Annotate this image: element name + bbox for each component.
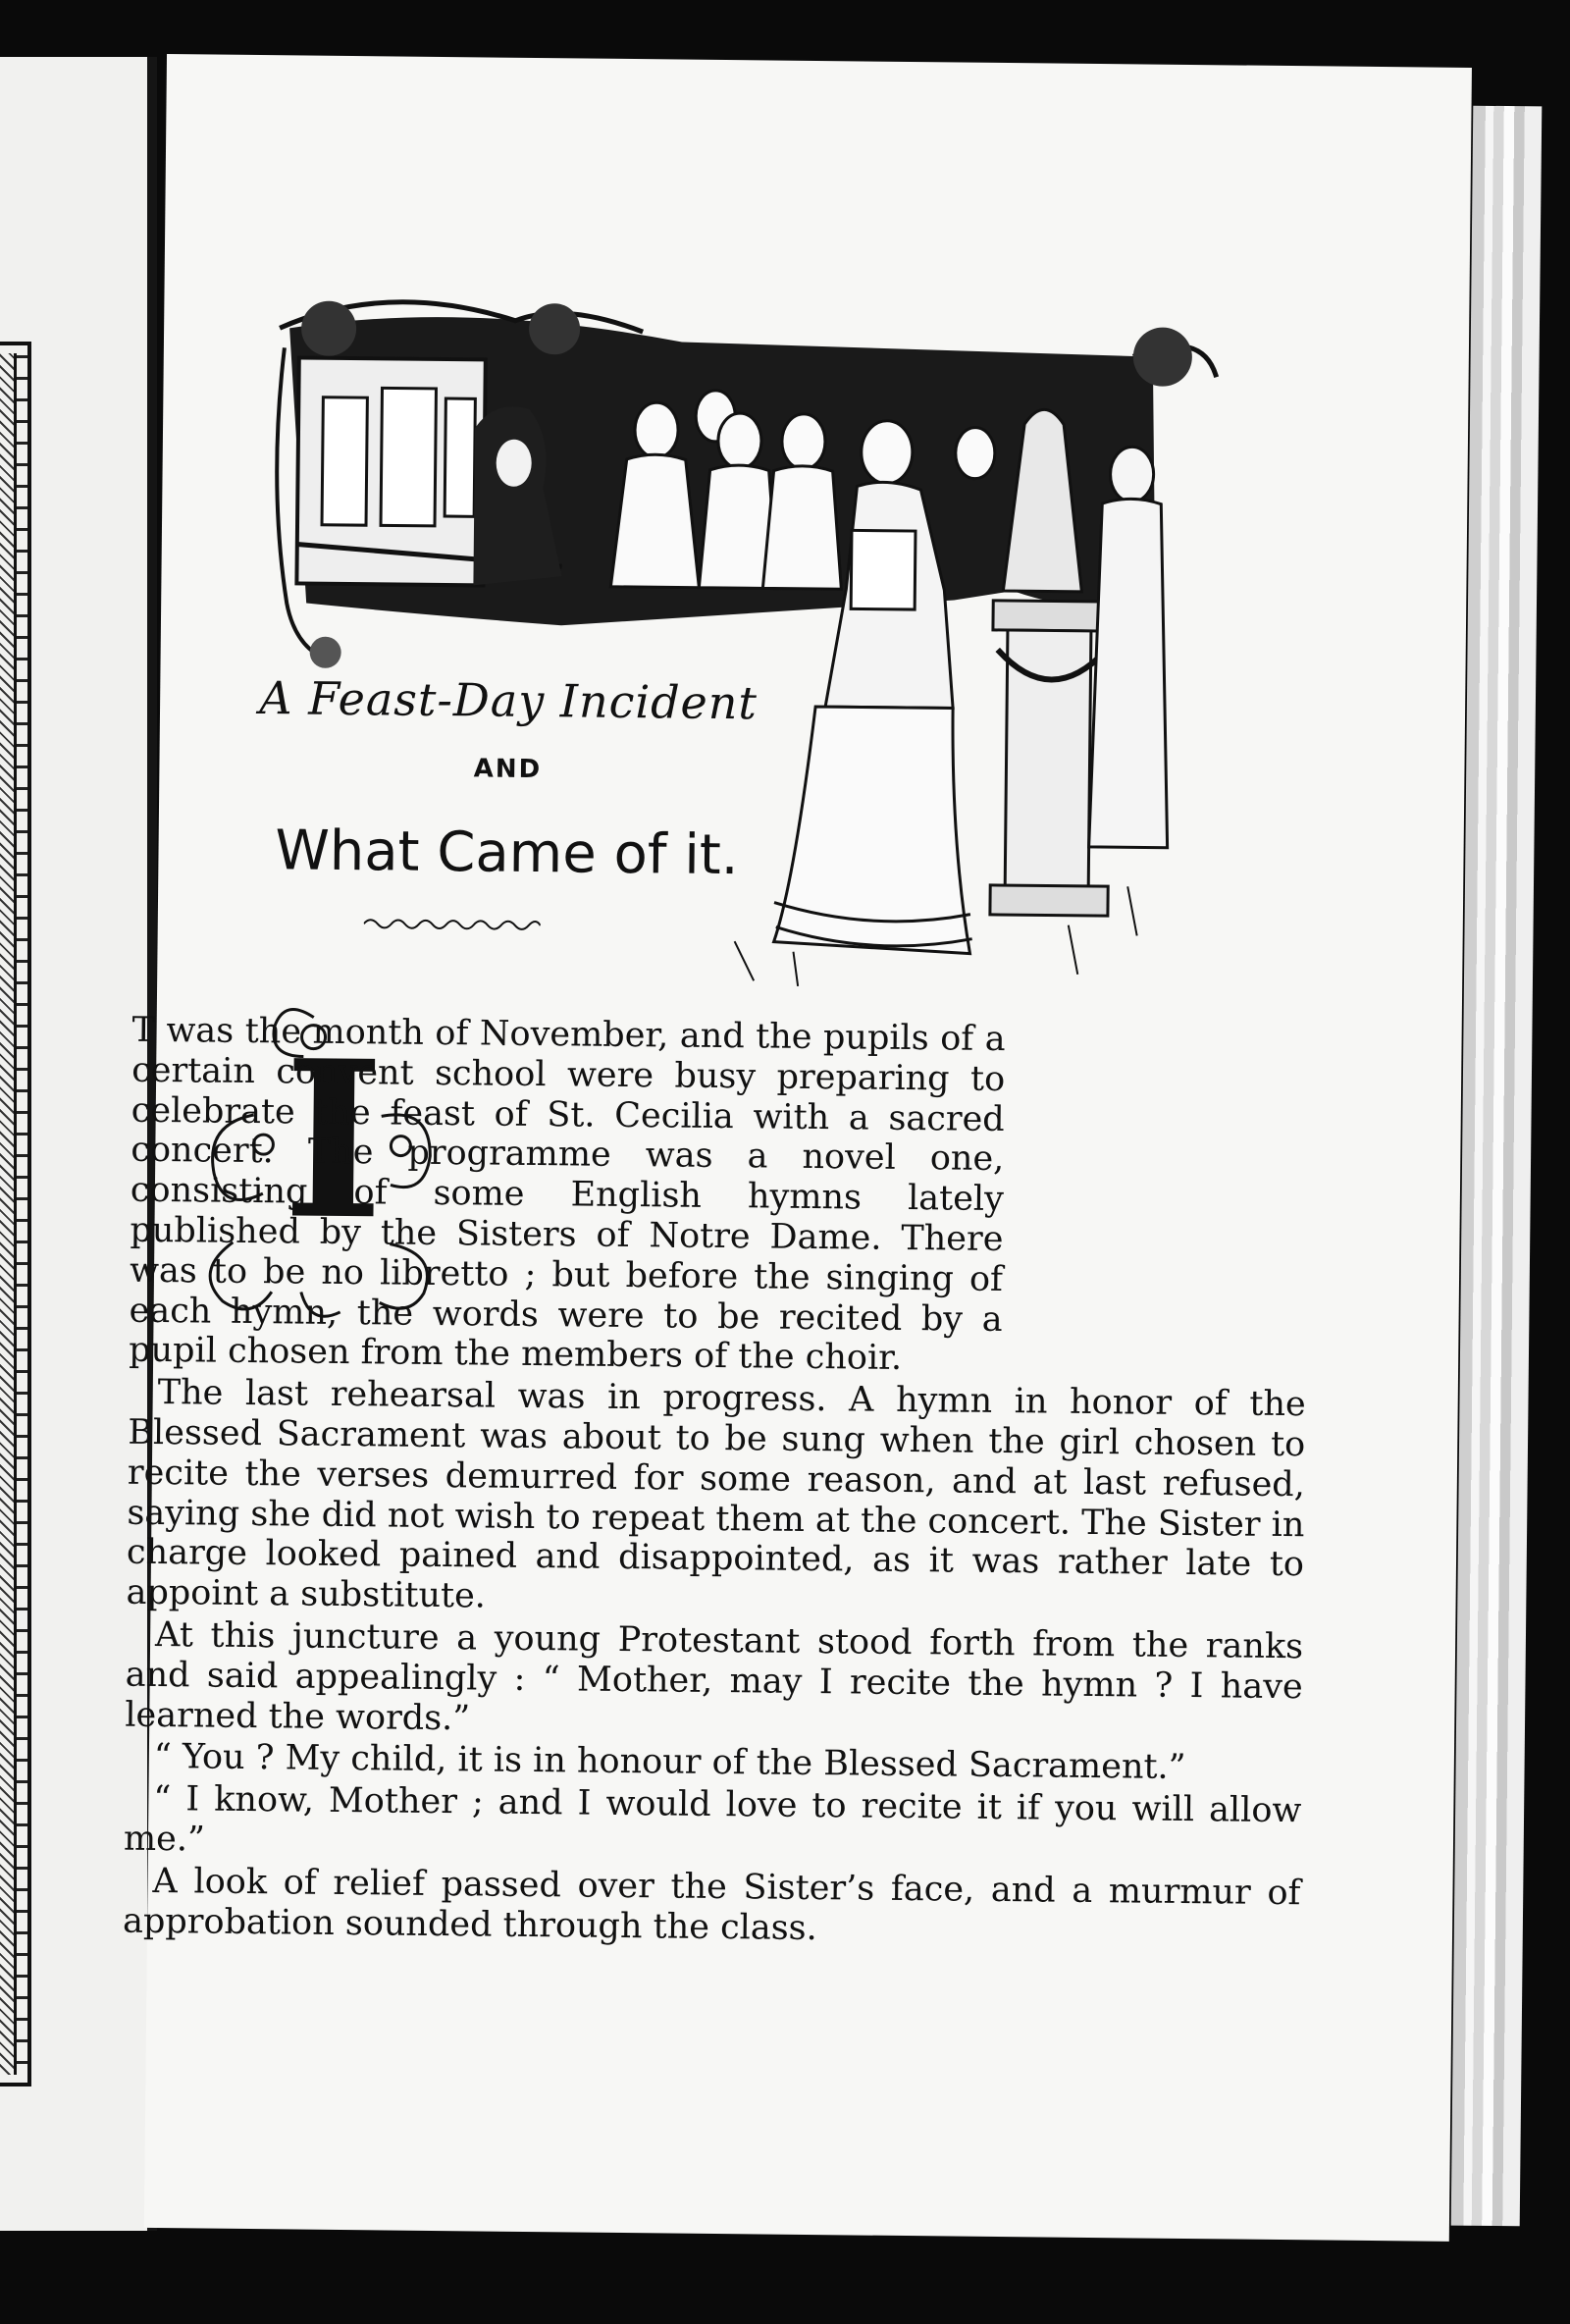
book-page [122,54,1472,2242]
paragraph-rehearsal: The last rehearsal was in progress. A hymn in honor of the Blessed Sacrament was about to be sung when the girl chosen to recite the verses demurred for some reason, and at last refused, saying she did not wish to repeat them at the concert. The Sister in charge looked pained and disappointed, as it was rather late to appoint a substitute. [126,1373,1306,1616]
drop-cap-letter: I [282,1012,386,1268]
paragraph-reply: “ You ? My child, it is in honour of the Blessed Sacrament.” [153,1737,1186,1788]
title-conjunction: AND [473,754,543,785]
title-line-1: A Feast-Day Incident [259,671,759,730]
body-text [123,1011,1310,1954]
ornamental-rule [364,914,541,935]
paragraph-relief: A look of relief passed over the Sister’s face, and a murmur of approbation sounded through the class. [122,1861,1301,1948]
paragraph-juncture: At this juncture a young Protestant stood forth from the ranks and said appealingly : “ Mother, may I recite the hymn ? I have learned the words.” [125,1614,1304,1738]
paragraph-request: “ I know, Mother ; and I would love to recite it if you will allow me.” [123,1779,1302,1860]
opening-paragraph: T was the month of November, and the pupils of a certain convent school were busy preparing to celebrate the feast of St. Cecilia with a sacred concert. The programme was a novel one, consisting of some English hymns lately published by the Sisters of Notre Dame. There was to be no libretto ; but before the singing of each hymn, the words were to be recited by a pupil chosen from the members of the choir. [128,1010,1006,1379]
title-line-2: What Came of it. [275,819,739,888]
choir-illustration [263,289,1236,997]
decorative-border [0,342,31,2086]
